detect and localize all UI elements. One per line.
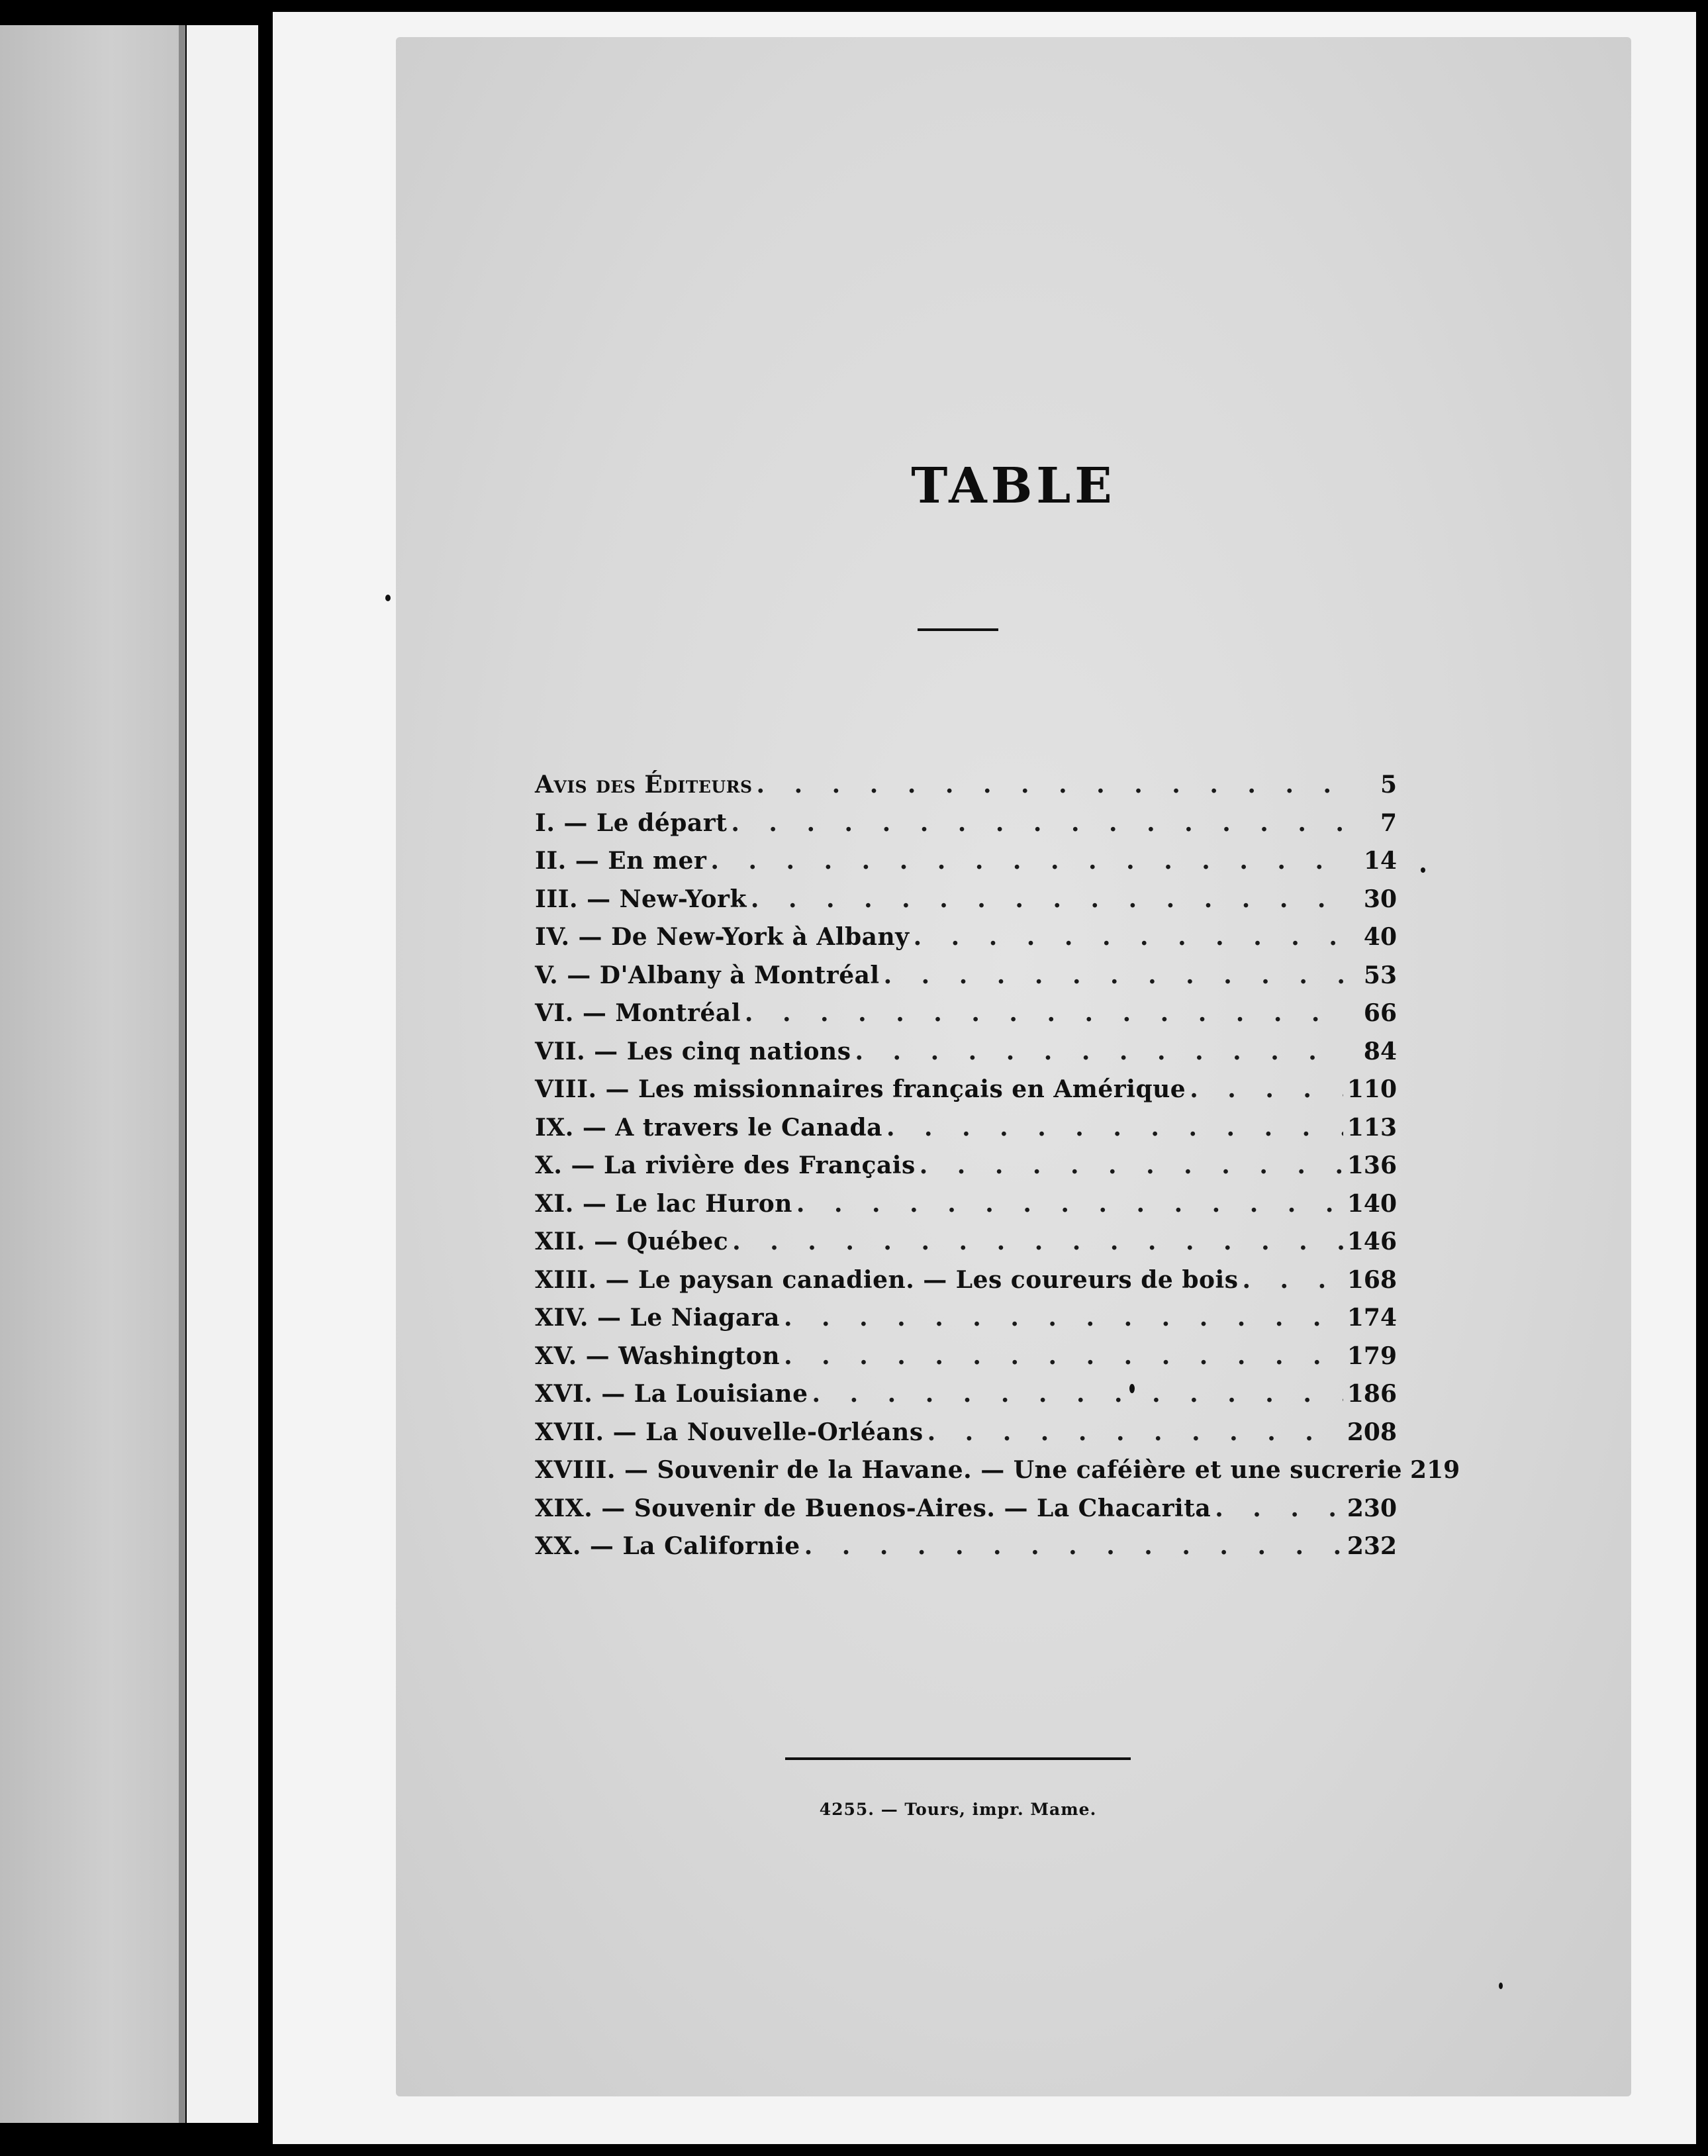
title-rule (918, 628, 998, 631)
toc-entry (535, 1418, 1397, 1457)
dot-leader (757, 771, 1347, 799)
toc-entry-page: 136 (1347, 1152, 1397, 1179)
toc-entry (535, 1380, 1397, 1418)
dot-leader (796, 1190, 1343, 1218)
toc-entry-page: 53 (1363, 961, 1397, 989)
facing-page-fragment (0, 25, 185, 2123)
toc-entry-title: XII. — Québec (535, 1228, 729, 1255)
toc-entry (535, 771, 1397, 809)
toc-entry-title: I. — Le départ (535, 808, 728, 837)
toc-entry (535, 1114, 1397, 1152)
dot-leader (914, 923, 1347, 951)
toc-entry (535, 1266, 1397, 1304)
printer-colophon: 4255. — Tours, impr. Mame. (819, 1800, 1097, 1819)
toc-entry-page: 14 (1363, 847, 1397, 875)
dot-leader (751, 885, 1347, 913)
dot-leader (855, 1038, 1347, 1065)
toc-entry (535, 1456, 1460, 1494)
toc-entry-title: VI. — Montréal (535, 999, 741, 1027)
toc-entry-page: 186 (1347, 1380, 1397, 1408)
toc-entry-page: 40 (1363, 923, 1397, 951)
toc-entry-page: 230 (1347, 1494, 1397, 1522)
toc-entry (535, 885, 1397, 924)
toc-entry (535, 1532, 1397, 1571)
toc-entry-title: II. — En mer (535, 847, 707, 875)
toc-entry-page: 168 (1347, 1265, 1397, 1294)
toc-entry-page: 7 (1380, 808, 1397, 837)
toc-entry-title: III. — New-York (535, 885, 747, 913)
colophon-rule (785, 1757, 1131, 1760)
dot-leader (784, 1304, 1343, 1332)
dot-leader (884, 961, 1347, 989)
toc-entry-page: 66 (1363, 999, 1397, 1027)
toc-entry-title: XVI. — La Louisiane (535, 1380, 808, 1408)
book-page (396, 37, 1631, 2096)
toc-entry-page: 113 (1347, 1113, 1397, 1142)
toc-entry-title: XIX. — Souvenir de Buenos-Aires. — La Chacarita (535, 1494, 1211, 1522)
dot-leader (1215, 1494, 1343, 1522)
toc-entry-title: Avis des Éditeurs (535, 771, 753, 799)
dot-leader (804, 1532, 1343, 1560)
scan-speck (1129, 1384, 1135, 1393)
facing-page-margin (187, 25, 258, 2123)
toc-entry (535, 1494, 1397, 1533)
toc-entry-page: 179 (1347, 1342, 1397, 1370)
toc-entry (535, 1075, 1397, 1114)
toc-entry (535, 961, 1397, 1000)
page-title: TABLE (911, 458, 1116, 514)
toc-entry-page: 208 (1347, 1418, 1397, 1446)
toc-entry (535, 1152, 1397, 1190)
toc-entry (535, 1342, 1397, 1381)
dot-leader (886, 1114, 1343, 1142)
toc-entry-page: 232 (1347, 1532, 1397, 1560)
toc-entry-page: 84 (1363, 1037, 1397, 1065)
toc-entry-title: IV. — De New-York à Albany (535, 923, 910, 951)
toc-entry-title: XIV. — Le Niagara (535, 1304, 780, 1332)
dot-leader (784, 1342, 1343, 1370)
dot-leader (1242, 1266, 1343, 1294)
scan-speck (1421, 867, 1425, 873)
toc-entry-title: XX. — La Californie (535, 1532, 800, 1560)
dot-leader (745, 999, 1347, 1027)
toc-entry-page: 174 (1347, 1304, 1397, 1332)
toc-entry-title: XV. — Washington (535, 1342, 781, 1370)
toc-entry-title: VII. — Les cinq nations (535, 1037, 851, 1065)
scan-speck (1499, 1983, 1503, 1989)
toc-entry-page: 219 (1410, 1456, 1460, 1484)
toc-entry-page: 110 (1347, 1075, 1397, 1103)
dot-leader (732, 1228, 1343, 1255)
dot-leader (812, 1380, 1343, 1408)
dot-leader (731, 809, 1347, 837)
toc-entry-title: XVIII. — Souvenir de la Havane. — Une caféière et une sucrerie (535, 1456, 1403, 1484)
dot-leader (710, 847, 1347, 875)
toc-entry-title: VIII. — Les missionnaires français en Amérique (535, 1075, 1186, 1103)
book-gutter (258, 0, 273, 2156)
facing-page-edge (179, 25, 185, 2123)
toc-entry (535, 1228, 1397, 1266)
dot-leader (927, 1418, 1343, 1446)
toc-entry-title: XI. — Le lac Huron (535, 1189, 792, 1218)
dot-leader (920, 1152, 1343, 1179)
toc-entry (535, 1038, 1397, 1076)
dot-leader (1190, 1075, 1343, 1103)
toc-entry-title: IX. — A travers le Canada (535, 1113, 882, 1142)
toc-entry-title: XVII. — La Nouvelle-Orléans (535, 1418, 924, 1446)
toc-entry-title: X. — La rivière des Français (535, 1152, 916, 1179)
toc-entry-title: XIII. — Le paysan canadien. — Les coureurs de bois (535, 1265, 1239, 1294)
toc-entry (535, 999, 1397, 1038)
toc-entry (535, 847, 1397, 885)
scan-speck (385, 595, 391, 601)
toc-entry (535, 923, 1397, 961)
toc-entry-page: 140 (1347, 1189, 1397, 1218)
toc-entry (535, 1190, 1397, 1228)
toc-entry (535, 809, 1397, 848)
toc-entry (535, 1304, 1397, 1342)
table-of-contents (535, 771, 1460, 1571)
toc-entry-page: 30 (1363, 885, 1397, 913)
toc-entry-page: 146 (1347, 1228, 1397, 1255)
toc-entry-title: V. — D'Albany à Montréal (535, 961, 880, 989)
toc-entry-page: 5 (1380, 771, 1397, 799)
